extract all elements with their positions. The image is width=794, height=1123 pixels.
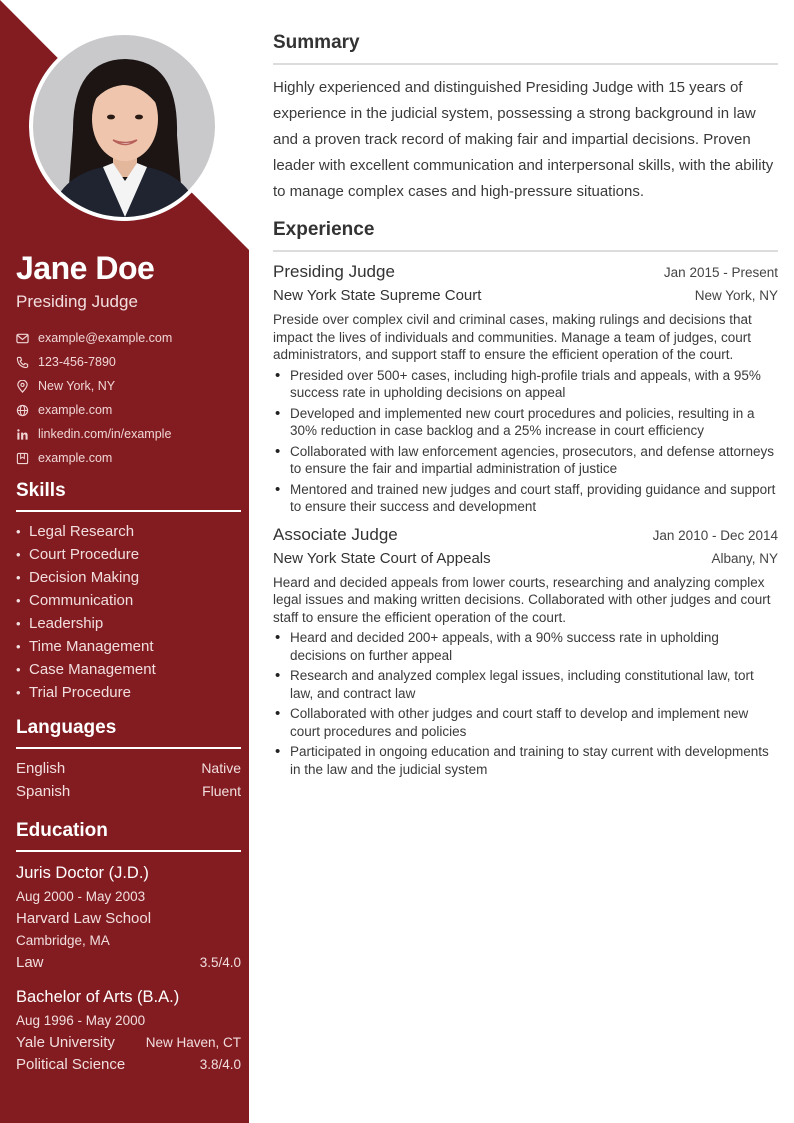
education-section <box>16 820 241 1086</box>
skill-item: • Case Management <box>16 658 241 681</box>
job-company: New York State Court of Appeals <box>273 549 491 567</box>
contact-location-text: New York, NY <box>38 379 116 393</box>
contact-list <box>16 326 241 470</box>
skill-item: • Time Management <box>16 635 241 658</box>
candidate-title: Presiding Judge <box>16 292 138 311</box>
language-level: Fluent <box>202 783 241 799</box>
experience-heading: Experience <box>273 219 778 252</box>
job-bullet: • Heard and decided 200+ appeals, with a 90% success rate in upholding decisions on further appeal <box>273 629 778 664</box>
language-level: Native <box>201 760 241 776</box>
skill-item: • Decision Making <box>16 566 241 589</box>
summary-heading: Summary <box>273 32 778 65</box>
job-dates: Jan 2010 - Dec 2014 <box>652 527 778 543</box>
education-heading: Education <box>16 820 241 852</box>
job-subheader <box>273 550 778 574</box>
job-entry <box>273 262 778 516</box>
skill-item: • Communication <box>16 589 241 612</box>
avatar-image <box>33 35 215 217</box>
education-entry <box>16 984 241 1076</box>
education-field: Political Science <box>16 1056 126 1073</box>
job-bullets <box>273 367 778 516</box>
job-description: Heard and decided appeals from lower courts, researching and analyzing complex legal issues and making written decisions. Collaborated with other judges and court staff to ensure the efficient operation of the court. <box>273 574 771 625</box>
education-location: Cambridge, MA <box>16 933 110 948</box>
job-bullet: • Collaborated with law enforcement agencies, prosecutors, and defense attorneys to ensure the fair and impartial administration of justice <box>273 443 778 478</box>
language-row <box>16 757 241 780</box>
job-bullet: • Developed and implemented new court procedures and policies, resulting in a 30% reduction in case backlog and a 25% increase in court efficiency <box>273 405 778 440</box>
experience-section <box>273 219 778 781</box>
skills-list <box>16 520 241 704</box>
contact-website-text: example.com <box>38 403 113 417</box>
job-title: Presiding Judge <box>273 262 395 281</box>
job-title: Associate Judge <box>273 524 398 544</box>
contact-portfolio[interactable] <box>16 446 241 470</box>
skills-heading: Skills <box>16 480 241 512</box>
job-bullets <box>273 629 778 778</box>
contact-linkedin-text: linkedin.com/in/example <box>38 427 172 441</box>
contact-email[interactable] <box>16 326 241 350</box>
job-bullet: • Research and analyzed complex legal issues, including constitutional law, tort law, and contract law <box>273 667 778 702</box>
education-school-row <box>16 908 241 930</box>
education-school-row <box>16 1032 241 1054</box>
education-degree: Juris Doctor (J.D.) <box>16 864 149 882</box>
phone-icon <box>16 355 38 369</box>
email-icon <box>16 331 38 345</box>
job-bullet: • Participated in ongoing education and training to stay current with developments in the law and the judicial system <box>273 743 778 778</box>
education-dates: Aug 2000 - May 2003 <box>16 889 146 904</box>
education-school: Harvard Law School <box>16 910 152 927</box>
contact-location <box>16 374 241 398</box>
skill-item: • Legal Research <box>16 520 241 543</box>
education-field-row <box>16 952 241 974</box>
contact-portfolio-text: example.com <box>38 451 113 465</box>
contact-linkedin[interactable] <box>16 422 241 446</box>
summary-section <box>273 32 778 205</box>
profile-photo <box>29 31 219 221</box>
contact-email-text: example@example.com <box>38 331 173 345</box>
globe-icon <box>16 403 38 417</box>
education-school: Yale University <box>16 1034 115 1051</box>
education-location: New Haven, CT <box>145 1035 241 1050</box>
education-dates: Aug 1996 - May 2000 <box>16 1013 146 1028</box>
languages-section <box>16 717 241 803</box>
language-name: Spanish <box>16 783 71 800</box>
education-field: Law <box>16 954 44 971</box>
job-bullet: • Presided over 500+ cases, including high-profile trials and appeals, with a 95% success rate in upholding decisions on appeal <box>273 367 778 402</box>
job-subheader <box>273 287 778 311</box>
job-location: New York, NY <box>694 288 778 303</box>
job-company: New York State Supreme Court <box>273 287 482 304</box>
job-bullet: • Collaborated with other judges and court staff to develop and implement new court procedures and policies <box>273 705 778 740</box>
skill-item: • Court Procedure <box>16 543 241 566</box>
job-location: Albany, NY <box>711 550 778 566</box>
job-header <box>273 525 778 550</box>
skills-section <box>16 480 241 704</box>
sidebar <box>0 0 249 1123</box>
location-icon <box>16 379 38 393</box>
job-entry <box>273 525 778 779</box>
skill-item: • Leadership <box>16 612 241 635</box>
job-dates: Jan 2015 - Present <box>663 265 778 280</box>
job-header <box>273 262 778 287</box>
education-gpa: 3.8/4.0 <box>199 1057 241 1072</box>
education-gpa: 3.5/4.0 <box>199 955 241 970</box>
education-field-row <box>16 1054 241 1076</box>
languages-heading: Languages <box>16 717 241 749</box>
linkedin-icon <box>16 427 38 441</box>
skill-item: • Trial Procedure <box>16 681 241 704</box>
contact-phone[interactable] <box>16 350 241 374</box>
education-entry <box>16 860 241 974</box>
education-list <box>16 860 241 1076</box>
education-degree: Bachelor of Arts (B.A.) <box>16 988 180 1006</box>
summary-text: Highly experienced and distinguished Presiding Judge with 15 years of experience in the judicial system, possessing a strong background in law and a proven track record of making fair and impartial decisions. Proven leader with excellent communication and interpersonal skills, with the ability to manage complex cases and high-pressure situations. <box>273 79 774 200</box>
candidate-name: Jane Doe <box>16 250 155 286</box>
contact-phone-text: 123-456-7890 <box>38 355 116 369</box>
job-bullet: • Mentored and trained new judges and court staff, providing guidance and support to ensure their success and development <box>273 481 778 516</box>
bookmark-icon <box>16 451 38 465</box>
language-row <box>16 780 241 803</box>
languages-list <box>16 757 241 803</box>
job-description: Preside over complex civil and criminal cases, making rulings and decisions that impact the lives of individuals and communities. Manage a team of judges, court administrators, and support staff to ensure the efficient operation of the court. <box>273 312 752 362</box>
language-name: English <box>16 760 66 777</box>
contact-website[interactable] <box>16 398 241 422</box>
